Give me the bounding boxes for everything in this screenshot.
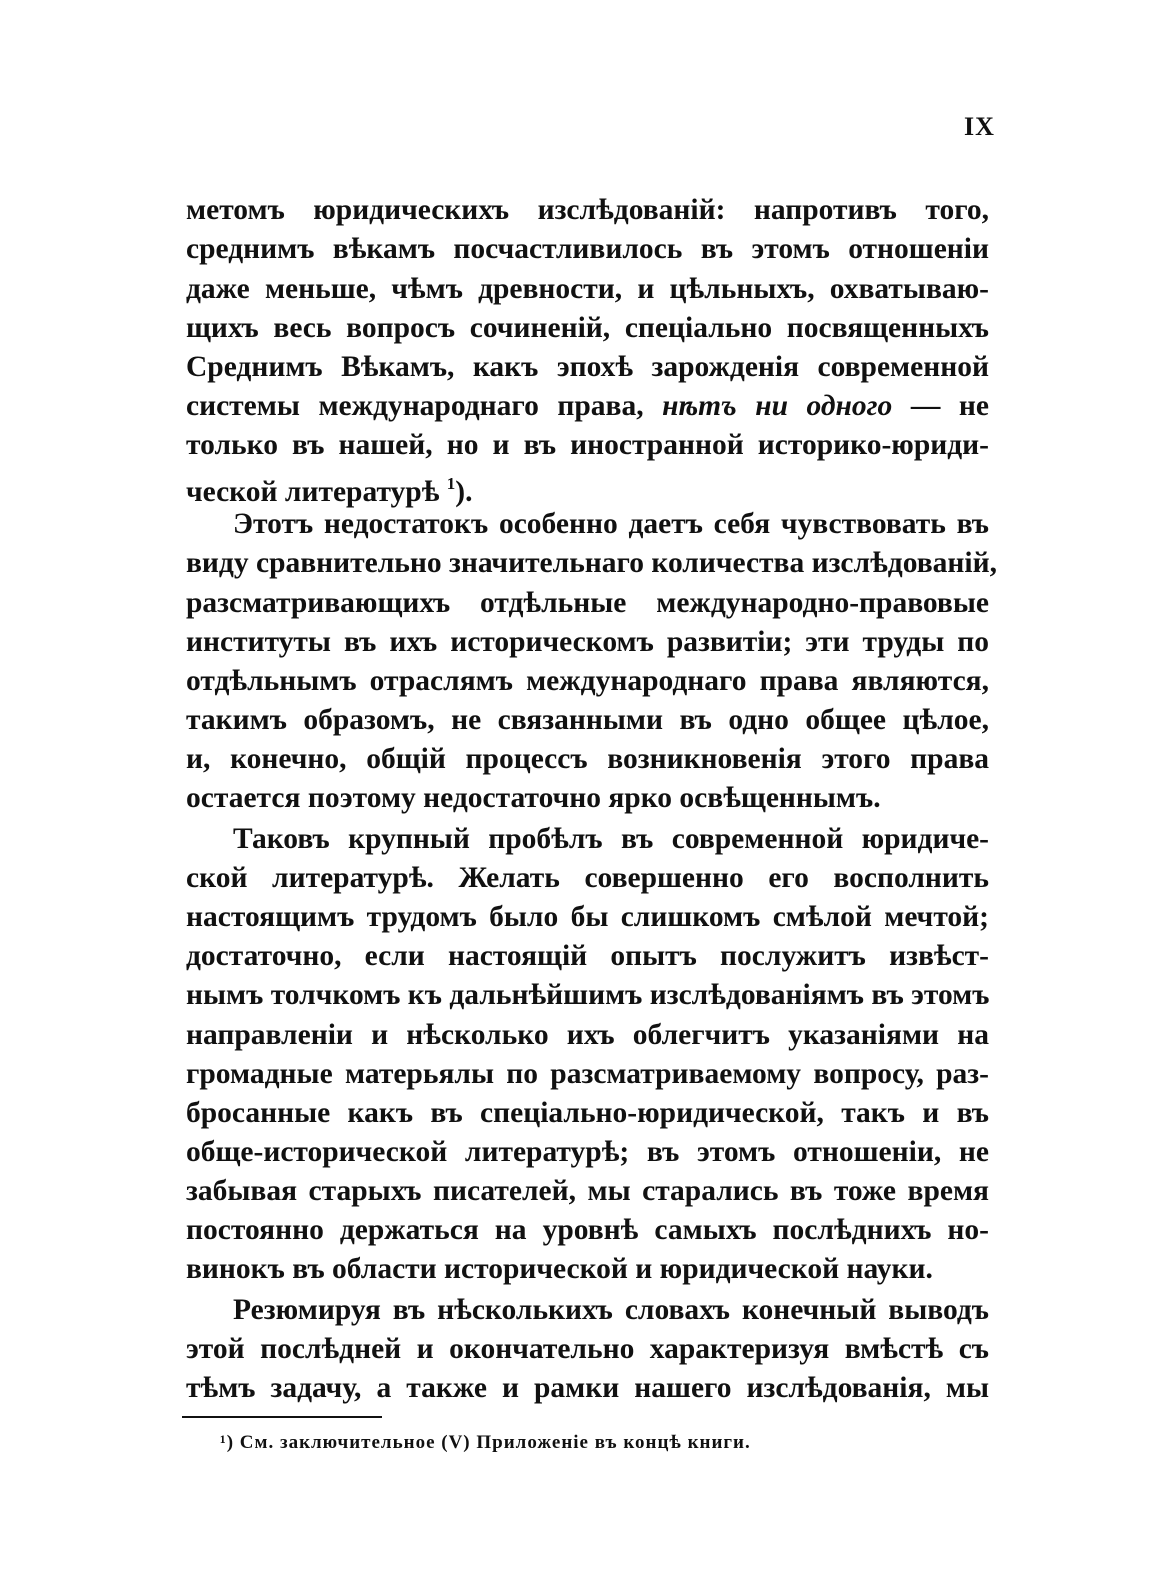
footnote-divider — [182, 1416, 382, 1418]
text-line: и, конечно, общій процессъ возникновенія этого права — [186, 743, 989, 775]
text-line: громадные матерьялы по разсматриваемому вопросу, раз- — [186, 1058, 989, 1090]
text-line: метомъ юридическихъ изслѣдованій: напротивъ того, — [186, 194, 989, 226]
text-line: Этотъ недостатокъ особенно даетъ себя чувствовать въ — [233, 508, 989, 540]
text-line-with-footnote-ref — [186, 466, 989, 508]
text-line: виду сравнительно значительнаго количества изслѣдованій, — [186, 547, 997, 579]
text-line: остается поэтому недостаточно ярко освѣщеннымъ. — [186, 782, 881, 814]
text-line: обще-исторической литературѣ; въ этомъ отношеніи, не — [186, 1136, 989, 1168]
text-line: направленіи и нѣсколько ихъ облегчитъ указаніями на — [186, 1019, 989, 1051]
page-number: IX — [964, 112, 995, 141]
text-line: этой послѣдней и окончательно характеризуя вмѣстѣ съ — [186, 1333, 989, 1365]
text-line: только въ нашей, но и въ иностранной историко-юриди- — [186, 429, 989, 461]
text-line: Резюмируя въ нѣсколькихъ словахъ конечный выводъ — [233, 1294, 989, 1326]
text-line: винокъ въ области исторической и юридической науки. — [186, 1253, 933, 1285]
text-line-with-emphasis — [186, 388, 989, 424]
text-line: среднимъ вѣкамъ посчастливилось въ этомъ отношеніи — [186, 233, 989, 265]
text-fragment: — не — [892, 390, 989, 422]
emphasis-text: нѣтъ ни одного — [662, 390, 893, 422]
text-line: постоянно держаться на уровнѣ самыхъ послѣднихъ но- — [186, 1214, 989, 1246]
text-line: разсматривающихъ отдѣльные международно-правовые — [186, 587, 989, 619]
text-line: ской литературѣ. Желать совершенно его восполнить — [186, 862, 989, 894]
text-line: отдѣльнымъ отраслямъ международнаго права являются, — [186, 665, 989, 697]
text-fragment: ческой литературѣ — [186, 476, 440, 508]
text-line: даже меньше, чѣмъ древности, и цѣльныхъ, охватываю- — [186, 273, 989, 305]
footnote-marker: ¹) — [220, 1432, 235, 1453]
text-line: тѣмъ задачу, а также и рамки нашего изслѣдованія, мы — [186, 1372, 989, 1404]
footnote-reference: 1 — [446, 474, 456, 493]
text-line: Таковъ крупный пробѣлъ въ современной юридиче- — [233, 823, 989, 855]
text-line: достаточно, если настоящій опытъ послужитъ извѣст- — [186, 940, 989, 972]
text-line: забывая старыхъ писателей, мы старались въ тоже время — [186, 1175, 989, 1207]
footnote-text: См. заключительное (V) Приложеніе въ концѣ книги. — [239, 1432, 751, 1453]
text-line: щихъ весь вопросъ сочиненій, спеціально посвященныхъ — [186, 312, 989, 344]
footnote — [220, 1432, 751, 1454]
text-line: такимъ образомъ, не связанными въ одно общее цѣлое, — [186, 704, 989, 736]
text-fragment: ). — [455, 476, 473, 508]
text-line: нымъ толчкомъ къ дальнѣйшимъ изслѣдованіямъ въ этомъ — [186, 979, 990, 1011]
text-line: настоящимъ трудомъ было бы слишкомъ смѣлой мечтой; — [186, 901, 989, 933]
text-line: институты въ ихъ историческомъ развитіи; эти труды по — [186, 626, 989, 658]
text-line: бросанные какъ въ спеціально-юридической, такъ и въ — [186, 1097, 989, 1129]
text-line: Среднимъ Вѣкамъ, какъ эпохѣ зарожденія современной — [186, 351, 989, 383]
text-fragment: системы международнаго права, — [186, 390, 663, 422]
